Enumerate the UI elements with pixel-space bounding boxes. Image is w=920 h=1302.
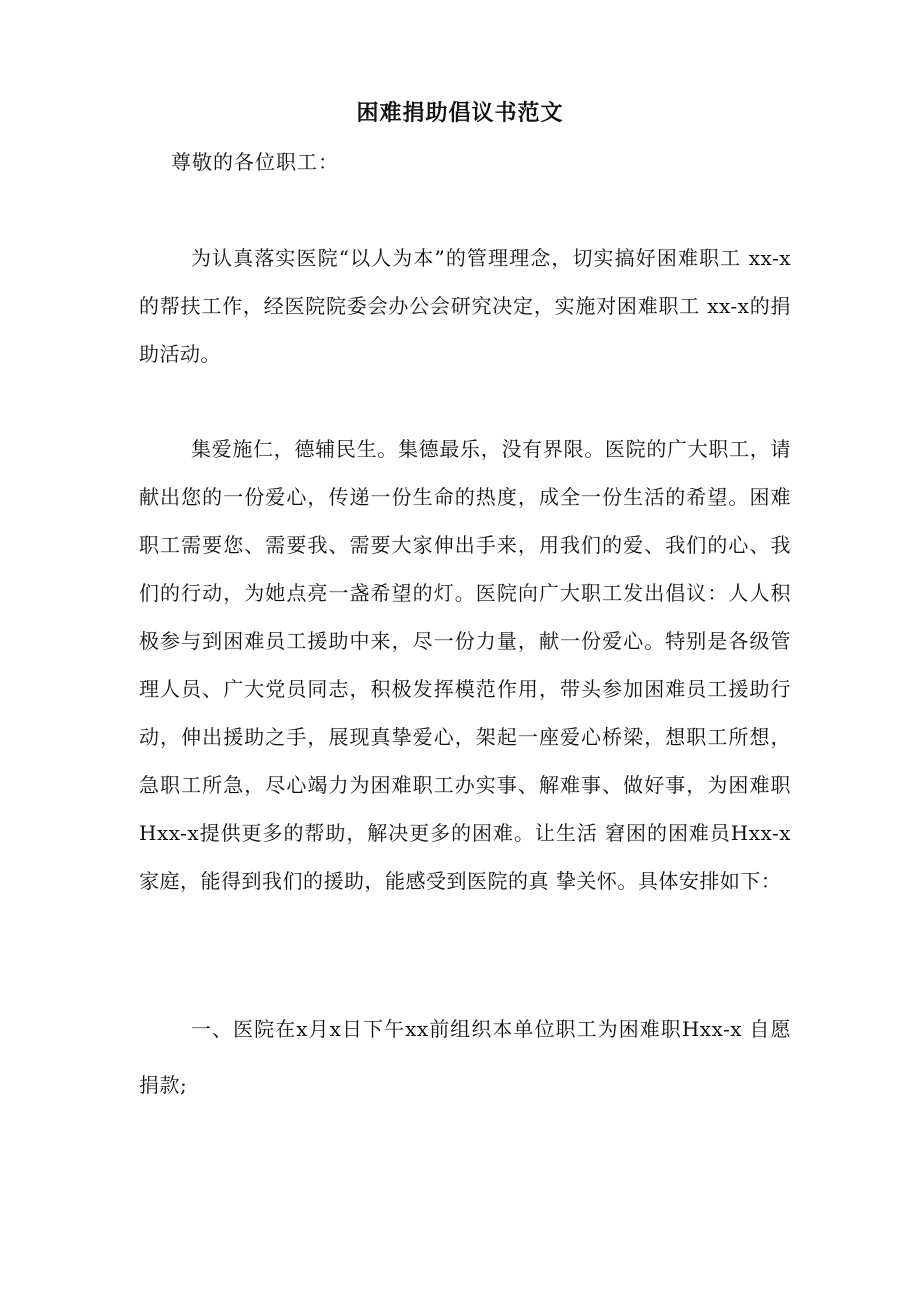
document-title: 困难捐助倡议书范文	[356, 101, 564, 126]
paragraph-arrangement-1: 一、医院在x月x日下午xx前组织本单位职工为困难职Hxx-x 自愿捐款;	[139, 1017, 791, 1097]
salutation: 尊敬的各位职工：	[171, 150, 339, 174]
paragraph-appeal: 集爱施仁，德辅民生。集德最乐，没有界限。医院的广大职工，请献出您的一份爱心，传递一份生命的热度，成全一份生活的希望。困难职工需要您、需要我、需要大家伸出手来，用我们的爱、我们的心、我们的行动，为她点亮一盏希望的灯。医院向广大职工发出倡议：人人积极参与到困难员工援助中来，尽一份力量，献一份爱心。特别是各级管理人员、广大党员同志，积极发挥模范作用，带头参加困难员工援助行动，伸出援助之手，展现真挚爱心，架起一座爱心桥梁，想职工所想，急职工所急，尽心竭力为困难职工办实事、解难事、做好事，为困难职Hxx-x提供更多的帮助，解决更多的困难。让生活 窘困的困难员Hxx-x家庭，能得到我们的援助，能感受到医院的真 挚关怀。具体安排如下：	[139, 437, 791, 893]
paragraph-intro: 为认真落实医院“以人为本”的管理理念，切实搞好困难职工 xx-x的帮扶工作，经医院院委会办公会研究决定，实施对困难职工 xx-x的捐助活动。	[139, 246, 791, 366]
